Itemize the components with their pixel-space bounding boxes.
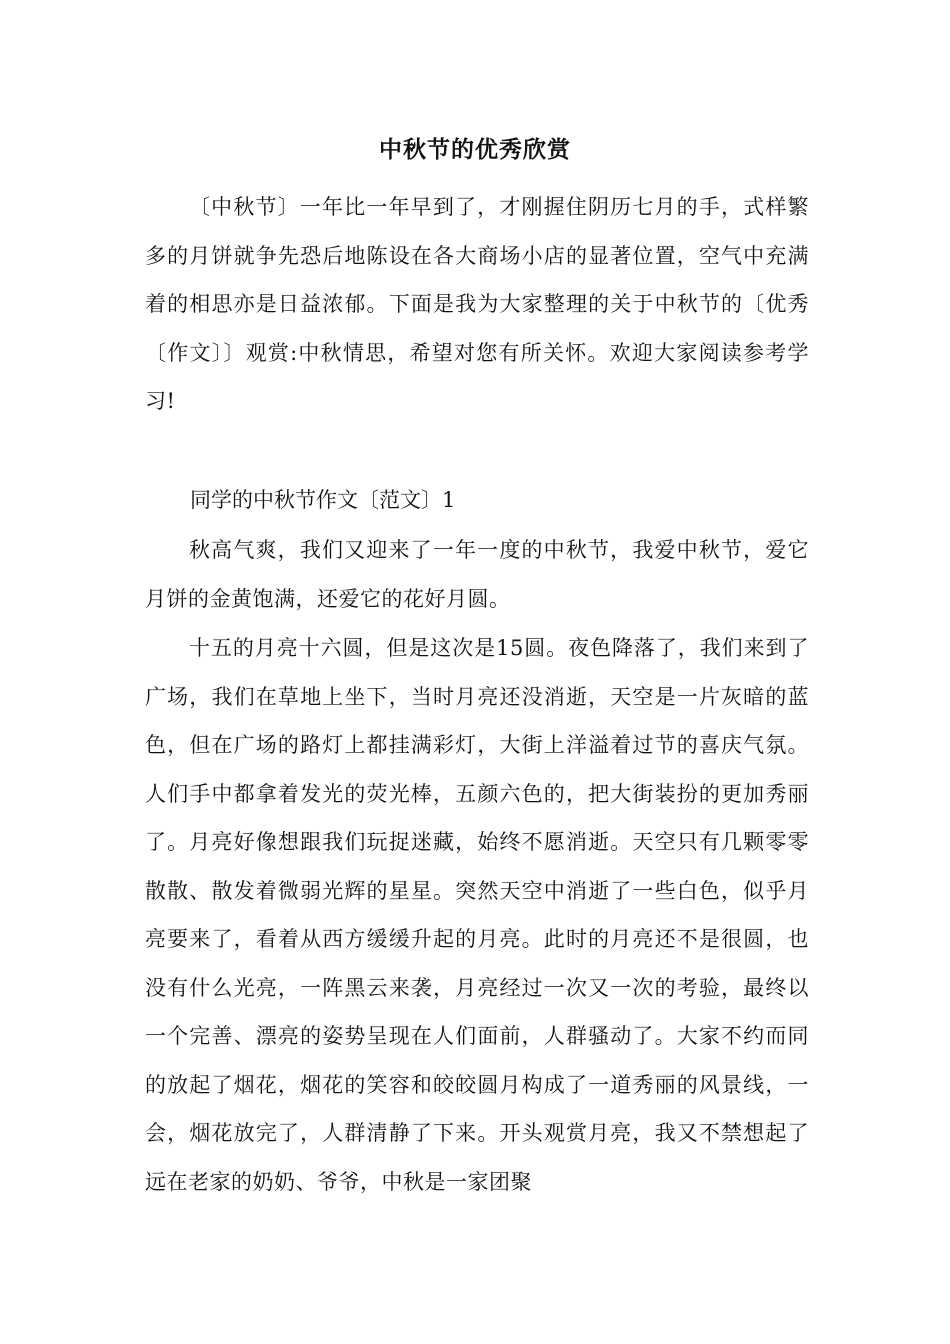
document-title: 中秋节的优秀欣赏 xyxy=(379,136,571,163)
intro-paragraph: 〔中秋节〕一年比一年早到了，才刚握住阴历七月的手，式样繁多的月饼就争先恐后地陈设在各大商场小店的显著位置，空气中充满着的相思亦是日益浓郁。下面是我为大家整理的关于中秋节的〔优秀〔作文〕〕观赏:中秋情思，希望对您有所关怀。欢迎大家阅读参考学习! xyxy=(145,195,809,413)
body-paragraph-2: 十五的月亮十六圆，但是这次是15圆。夜色降落了，我们来到了广场，我们在草地上坐下，当时月亮还没消逝，天空是一片灰暗的蓝色，但在广场的路灯上都挂满彩灯，大街上洋溢着过节的喜庆气氛。人们手中都拿着发光的荧光棒，五颜六色的，把大街装扮的更加秀丽了。月亮好像想跟我们玩捉迷藏，始终不愿消逝。天空只有几颗零零散散、散发着微弱光辉的星星。突然天空中消逝了一些白色，似乎月亮要来了，看着从西方缓缓升起的月亮。此时的月亮还不是很圆，也没有什么光亮，一阵黑云来袭，月亮经过一次又一次的考验，最终以一个完善、漂亮的姿势呈现在人们面前，人群骚动了。大家不约而同的放起了烟花，烟花的笑容和皎皎圆月构成了一道秀丽的风景线，一会，烟花放完了，人群清静了下来。开头观赏月亮，我又不禁想起了远在老家的奶奶、爷爷，中秋是一家团聚 xyxy=(145,636,809,1194)
body-paragraph-1: 秋高气爽，我们又迎来了一年一度的中秋节，我爱中秋节，爱它月饼的金黄饱满，还爱它的花好月圆。 xyxy=(145,538,809,611)
section-heading: 同学的中秋节作文〔范文〕1 xyxy=(190,488,456,512)
